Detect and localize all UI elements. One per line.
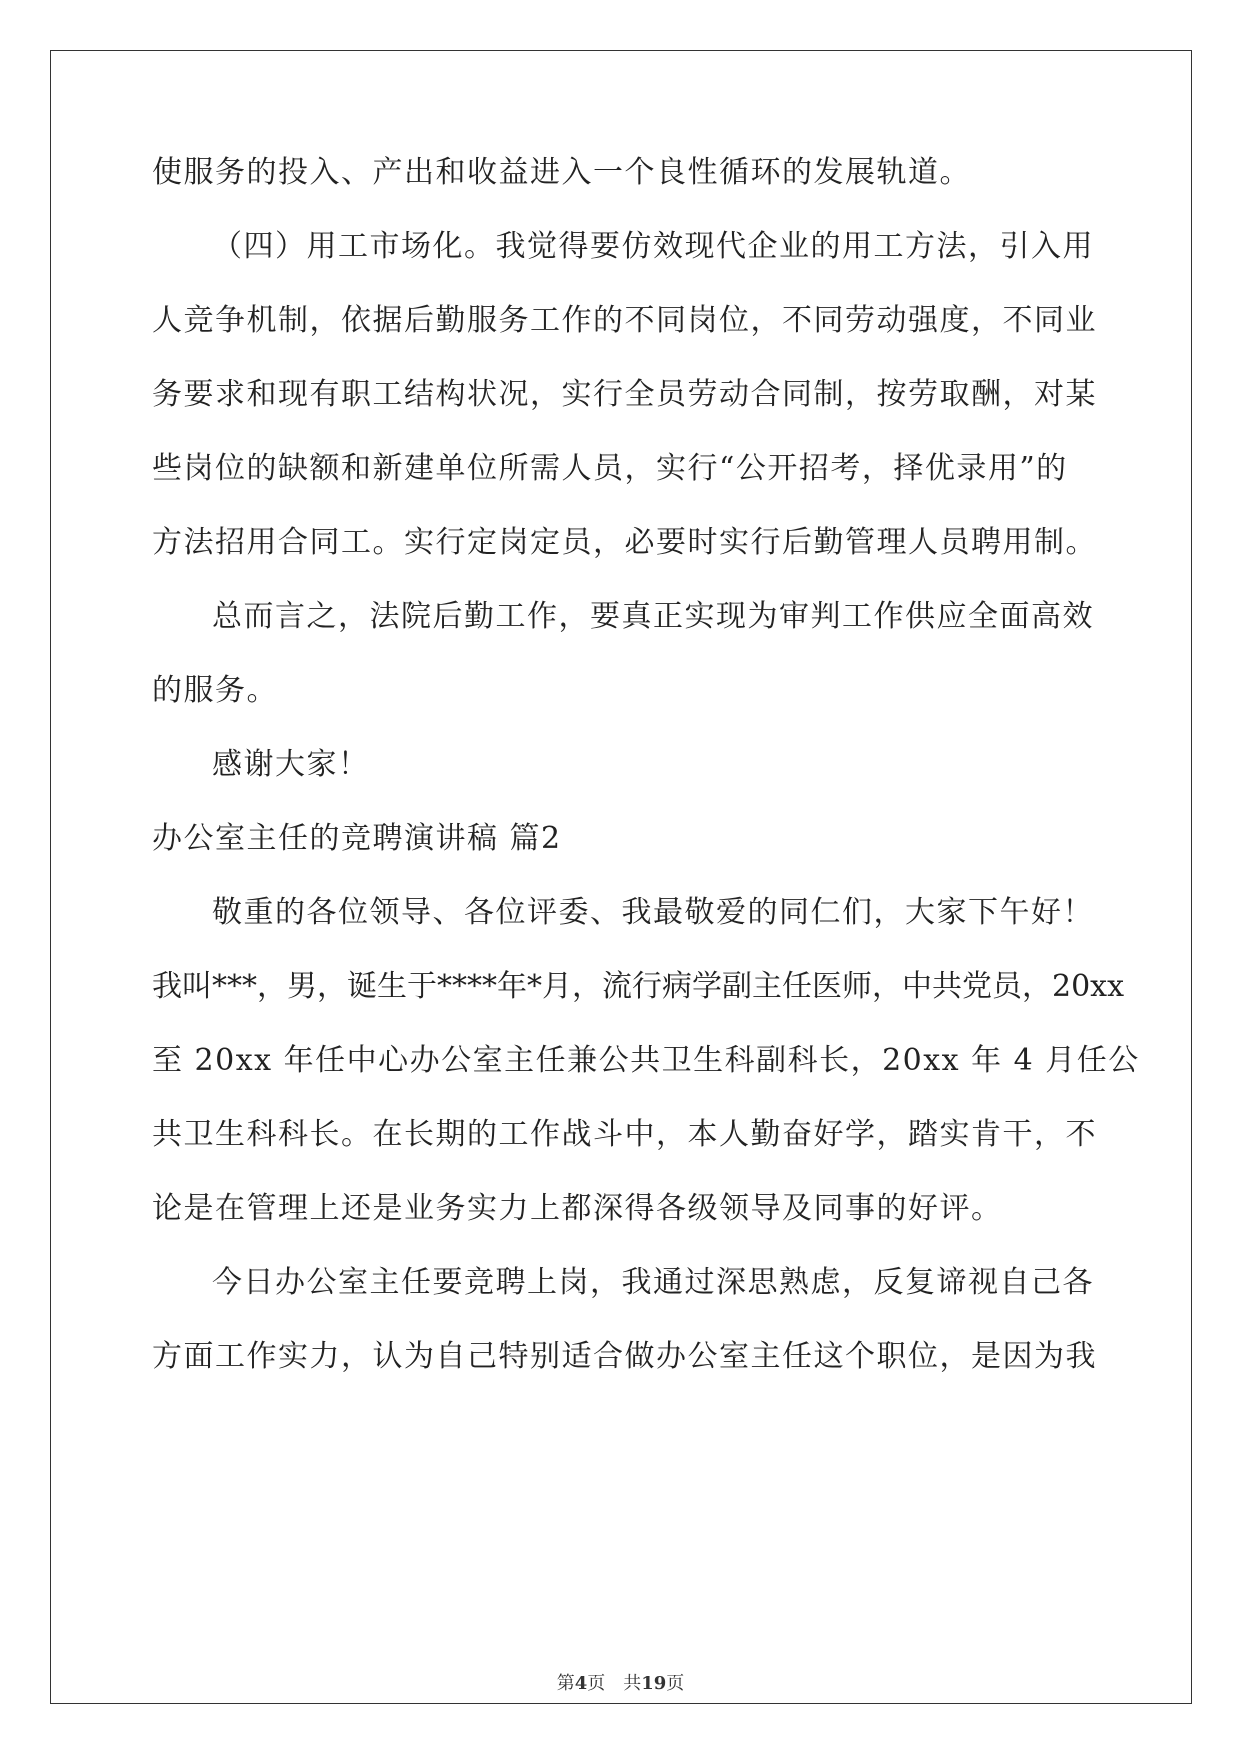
- text-line-7: 总而言之，法院后勤工作，要真正实现为审判工作供应全面高效: [212, 599, 1094, 634]
- section-heading: 办公室主任的竞聘演讲稿 篇2: [152, 821, 562, 856]
- text-line-8: 的服务。: [152, 673, 278, 708]
- text-line-6: 方法招用合同工。实行定岗定员，必要时实行后勤管理人员聘用制。: [152, 525, 1097, 560]
- page-footer: [0, 1672, 1241, 1696]
- footer-current-page: 4: [574, 1673, 588, 1694]
- footer-total-pages: 19: [641, 1673, 667, 1694]
- text-line-17: 方面工作实力，认为自己特别适合做办公室主任这个职位，是因为我: [152, 1339, 1097, 1374]
- footer-suffix: 页: [666, 1673, 685, 1694]
- text-line-13: 至 20xx 年任中心办公室主任兼公共卫生科副科长，20xx 年 4 月任公: [152, 1043, 1140, 1078]
- text-line-4: 务要求和现有职工结构状况，实行全员劳动合同制，按劳取酬，对某: [152, 377, 1097, 412]
- text-line-3: 人竞争机制，依据后勤服务工作的不同岗位，不同劳动强度，不同业: [152, 303, 1097, 338]
- text-line-5: 些岗位的缺额和新建单位所需人员，实行“公开招考，择优录用”的: [152, 451, 1068, 486]
- text-line-12: 我叫***，男，诞生于****年*月，流行病学副主任医师，中共党员，20xx: [152, 969, 1125, 1004]
- text-line-15: 论是在管理上还是业务实力上都深得各级领导及同事的好评。: [152, 1191, 1003, 1226]
- text-line-14: 共卫生科科长。在长期的工作战斗中，本人勤奋好学，踏实肯干，不: [152, 1117, 1097, 1152]
- text-line-9: 感谢大家！: [212, 747, 370, 782]
- page-frame: [50, 50, 1192, 1704]
- text-line-2: （四）用工市场化。我觉得要仿效现代企业的用工方法，引入用: [212, 229, 1094, 264]
- footer-middle: 页 共: [587, 1673, 642, 1694]
- footer-prefix: 第: [556, 1673, 575, 1694]
- text-line-1: 使服务的投入、产出和收益进入一个良性循环的发展轨道。: [152, 155, 971, 190]
- text-line-16: 今日办公室主任要竞聘上岗，我通过深思熟虑，反复谛视自己各: [212, 1265, 1094, 1300]
- text-line-11: 敬重的各位领导、各位评委、我最敬爱的同仁们，大家下午好！: [212, 895, 1094, 930]
